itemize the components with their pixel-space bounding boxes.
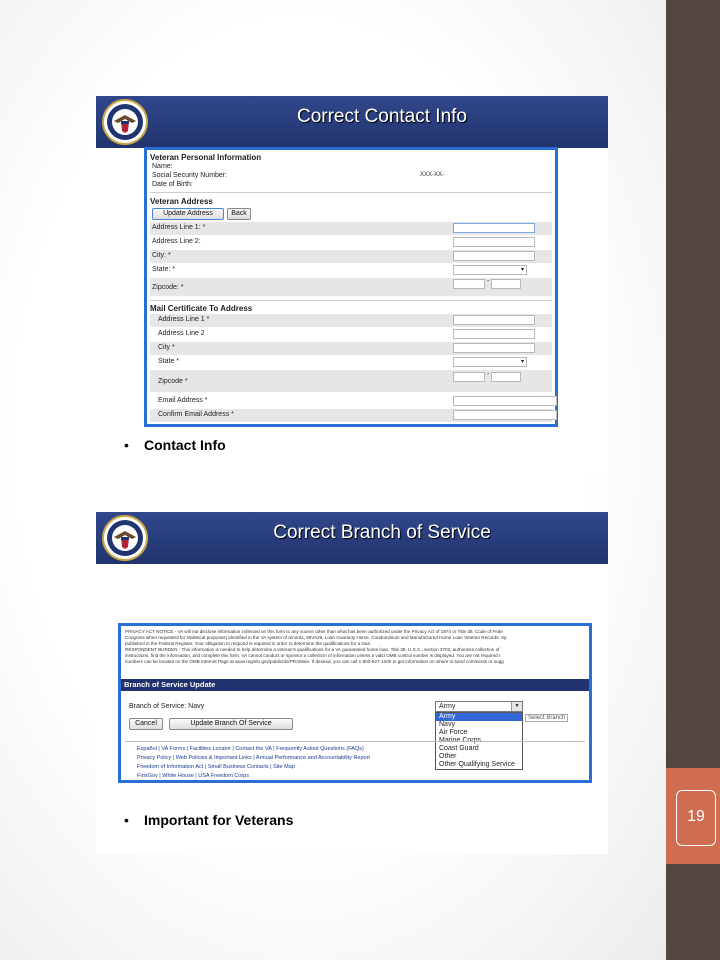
branch-label: Branch of Service: Navy xyxy=(129,703,205,710)
va-seal-icon xyxy=(102,99,148,145)
section-heading: Veteran Address xyxy=(150,197,213,206)
dropdown-arrow-icon[interactable]: ▼ xyxy=(511,702,522,711)
bullet-point: • Important for Veterans xyxy=(124,812,294,828)
branch-option[interactable]: Navy xyxy=(439,721,455,728)
state-row: State: * xyxy=(152,266,175,273)
section-heading: Mail Certificate To Address xyxy=(150,304,253,313)
address-line1-row: Address Line 1: * xyxy=(150,222,552,235)
privacy-notice: PRIVACY ACT NOTICE - VA will not disclose information collected on this form to any source other than what has been authorized under the Privacy Act of 1974 or Title 38, Code of Fede Congress when requested for statistical purposes) identified in the VA system of records, 55VA26, Loan Guaranty Home, Condominium and Manufactured Home Loan Veteran Records, Sp published in the Federal Register. Your obligation to respond is required in order to determine the qualifications for a loan. RESPONDENT BURDEN - This information is needed to help determine a veteran's qualifications for a VA guaranteed home loan. Title 38, U.S.C., section 3702, authorizes collection of instructions, find the information, and complete this form. VA cannot conduct or sponsor a collection of information unless a valid OMB control number is displayed. You are not required t numbers can be located on the OMB Internet Page at www.reginfo.gov/public/do/PRAMain. If desired, you can call 1-800-827-1000 to get information on where to send comments or sugg xyxy=(125,629,507,664)
zipcode-input[interactable] xyxy=(453,279,485,289)
va-seal-icon xyxy=(102,515,148,561)
bullet-point: • Contact Info xyxy=(124,437,226,453)
address-line2-input[interactable] xyxy=(453,237,535,247)
branch-option[interactable]: Army xyxy=(436,713,522,721)
branch-select[interactable]: Army ▼ xyxy=(435,701,523,712)
dob-row: Date of Birth: xyxy=(152,181,193,188)
zip-extension-input[interactable] xyxy=(491,279,521,289)
state-select[interactable]: ▾ xyxy=(453,265,527,275)
va-banner xyxy=(96,512,608,564)
branch-option[interactable]: Other Qualifying Service xyxy=(439,761,515,768)
address-line1-input[interactable] xyxy=(453,223,535,233)
back-button[interactable]: Back xyxy=(227,208,251,220)
mail-city-input[interactable] xyxy=(453,343,535,353)
cancel-button[interactable]: Cancel xyxy=(129,718,163,730)
mail-line2-input[interactable] xyxy=(453,329,535,339)
mail-city-row: City * xyxy=(150,342,552,355)
zip-dash: - xyxy=(487,278,490,285)
section-header: Branch of Service Update xyxy=(121,679,589,691)
select-branch-hint: Select Branch xyxy=(525,714,568,722)
mail-zipcode-row: Zipcode * xyxy=(150,370,552,392)
divider xyxy=(125,741,585,742)
footer-link-row[interactable]: FirstGov | White House | USA Freedom Corps xyxy=(137,773,249,779)
slide-title: Correct Contact Info xyxy=(296,106,468,127)
name-row: Name: xyxy=(152,163,173,170)
branch-option[interactable]: Coast Guard xyxy=(439,745,479,752)
ssn-value: XXX-XX- xyxy=(420,172,445,178)
mail-state-row: State * xyxy=(158,358,180,365)
city-input[interactable] xyxy=(453,251,535,261)
branch-of-service-screenshot xyxy=(96,512,608,854)
email-row: Email Address * xyxy=(158,397,208,404)
mail-state-select[interactable]: ▾ xyxy=(453,357,527,367)
va-banner xyxy=(96,96,608,148)
mail-zip-extension-input[interactable] xyxy=(491,372,521,382)
section-heading: Veteran Personal Information xyxy=(150,153,262,162)
contact-form xyxy=(144,147,558,427)
branch-form xyxy=(118,623,592,783)
branch-option[interactable]: Air Force xyxy=(439,729,468,736)
address-line2-row: Address Line 2: xyxy=(152,238,201,245)
divider xyxy=(150,192,552,193)
footer-link-row[interactable]: Privacy Policy | Web Policies & Important Links | Annual Performance and Accountability Report xyxy=(137,755,370,761)
update-branch-button[interactable]: Update Branch Of Service xyxy=(169,718,293,730)
confirm-email-row: Confirm Email Address * xyxy=(150,409,552,422)
mail-zipcode-input[interactable] xyxy=(453,372,485,382)
mail-line2-row: Address Line 2 xyxy=(158,330,205,337)
contact-info-screenshot xyxy=(96,96,608,478)
zip-dash: - xyxy=(487,371,490,378)
mail-line1-input[interactable] xyxy=(453,315,535,325)
city-row: City: * xyxy=(150,250,552,263)
footer-link-row[interactable]: Español | VA Forms | Facilities Locator | Contact the VA | Frequently Asked Questions (FAQs) xyxy=(137,746,364,752)
footer-link-row[interactable]: Freedom of Information Act | Small Business Contacts | Site Map xyxy=(137,764,295,770)
slide-title: Correct Branch of Service xyxy=(273,522,491,543)
divider xyxy=(150,300,552,301)
update-address-button[interactable]: Update Address xyxy=(152,208,224,220)
branch-option[interactable]: Other xyxy=(439,753,457,760)
ssn-row: Social Security Number: XXX-XX- xyxy=(152,172,445,179)
email-input[interactable] xyxy=(453,396,557,406)
zipcode-row: Zipcode: * xyxy=(150,278,552,296)
footer-links xyxy=(137,745,370,781)
mail-line1-row: Address Line 1 * xyxy=(150,314,552,327)
confirm-email-input[interactable] xyxy=(453,410,557,420)
page-number: 19 xyxy=(687,808,705,825)
